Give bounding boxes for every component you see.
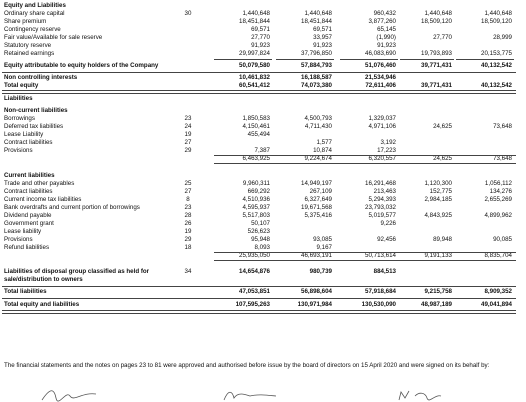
- value-cell: 17,223: [377, 147, 396, 154]
- table-row: [0, 212, 526, 220]
- value-cell: 90,085: [493, 236, 512, 243]
- table-row: [0, 34, 526, 42]
- value-cell: 4,510,936: [242, 196, 270, 203]
- note-ref: 26: [184, 220, 192, 227]
- note-ref: 25: [184, 180, 192, 187]
- row-label: Provisions: [4, 147, 33, 154]
- table-row: [0, 268, 526, 276]
- value-cell: 72,611,406: [365, 82, 396, 89]
- value-cell: 57,884,793: [301, 62, 332, 69]
- value-cell: 1,056,112: [484, 180, 512, 187]
- row-label: Dividend payable: [4, 212, 52, 219]
- row-label: Equity and Liabilities: [4, 2, 66, 9]
- table-row: [0, 228, 526, 236]
- value-cell: 74,073,380: [301, 82, 332, 89]
- note-ref: 19: [184, 228, 192, 235]
- rule: [2, 286, 516, 287]
- value-cell: 20,153,775: [481, 50, 512, 57]
- rule: [276, 59, 334, 60]
- value-cell: 8,093: [254, 244, 270, 251]
- row-label: Trade and other payables: [4, 180, 75, 187]
- value-cell: 9,224,674: [304, 155, 332, 162]
- value-cell: 93,085: [313, 236, 332, 243]
- value-cell: 1,440,648: [242, 10, 270, 17]
- value-cell: 5,375,416: [304, 212, 332, 219]
- row-label: Fair value/Available for sale reserve: [4, 34, 103, 41]
- table-row: [0, 220, 526, 228]
- value-cell: 10,874: [313, 147, 332, 154]
- value-cell: 21,534,946: [365, 74, 396, 81]
- rule: [400, 59, 454, 60]
- value-cell: 40,132,542: [481, 62, 512, 69]
- value-cell: 14,949,197: [301, 180, 332, 187]
- table-row: [0, 26, 526, 34]
- value-cell: 10,461,832: [239, 74, 270, 81]
- row-label: Contract liabilities: [4, 139, 53, 146]
- table-row: [0, 244, 526, 252]
- row-label: Bank overdrafts and current portion of borrowings: [4, 204, 140, 211]
- row-label: sale/distribution to owners: [4, 276, 83, 283]
- row-label: Contract liabilities: [4, 188, 53, 195]
- double-rule: [2, 90, 516, 94]
- value-cell: 2,984,185: [424, 196, 452, 203]
- table-row: [0, 180, 526, 188]
- note-ref: 24: [184, 123, 192, 130]
- note-ref: 28: [184, 212, 192, 219]
- value-cell: 8,835,704: [484, 252, 512, 259]
- value-cell: 107,595,263: [235, 301, 270, 308]
- note-ref: 19: [184, 131, 192, 138]
- note-ref: 29: [184, 147, 192, 154]
- value-cell: 1,850,583: [242, 115, 270, 122]
- table-row: [0, 62, 526, 70]
- row-label: Statutory reserve: [4, 42, 52, 49]
- value-cell: 56,898,604: [301, 288, 332, 295]
- note-ref: 34: [184, 268, 192, 275]
- value-cell: 5,019,577: [368, 212, 396, 219]
- table-row: [0, 95, 526, 103]
- value-cell: 89,948: [433, 236, 452, 243]
- rule: [214, 163, 516, 164]
- signature-1: [40, 386, 100, 402]
- table-row: [0, 115, 526, 123]
- table-row: [0, 107, 526, 115]
- value-cell: 3,192: [380, 139, 396, 146]
- value-cell: 152,775: [429, 188, 452, 195]
- rule: [2, 298, 516, 299]
- table-row: [0, 155, 526, 163]
- row-label: Refund liabilities: [4, 244, 50, 251]
- row-label: Retained earnings: [4, 50, 55, 57]
- value-cell: 669,292: [247, 188, 270, 195]
- table-row: [0, 301, 526, 309]
- signature-3: [395, 386, 445, 402]
- value-cell: 69,571: [251, 26, 270, 33]
- row-label: Share premium: [4, 18, 47, 25]
- note-ref: 23: [184, 204, 192, 211]
- table-row: [0, 42, 526, 50]
- value-cell: 39,771,431: [421, 82, 452, 89]
- row-label: Lease Liability: [4, 131, 44, 138]
- row-label: Current income tax liabilities: [4, 196, 82, 203]
- value-cell: 267,109: [309, 188, 332, 195]
- value-cell: 18,451,844: [239, 18, 270, 25]
- row-label: Lease liability: [4, 228, 42, 235]
- value-cell: 4,843,925: [424, 212, 452, 219]
- row-label: Non-current liabilities: [4, 107, 68, 114]
- signature-2: [220, 386, 280, 402]
- value-cell: 5,294,393: [368, 196, 396, 203]
- value-cell: 73,648: [493, 123, 512, 130]
- value-cell: 24,625: [433, 123, 452, 130]
- value-cell: 6,463,925: [242, 155, 270, 162]
- value-cell: 9,191,133: [424, 252, 452, 259]
- row-label: Ordinary share capital: [4, 10, 65, 17]
- value-cell: 4,971,106: [368, 123, 396, 130]
- rule: [214, 252, 516, 253]
- row-label: Contingency reserve: [4, 26, 61, 33]
- value-cell: 23,793,032: [365, 204, 396, 211]
- value-cell: 19,671,568: [301, 204, 332, 211]
- value-cell: 1,120,300: [424, 180, 452, 187]
- row-label: Total equity and liabilities: [4, 301, 80, 308]
- value-cell: 95,948: [251, 236, 270, 243]
- value-cell: 1,440,648: [424, 10, 452, 17]
- value-cell: 526,623: [247, 228, 270, 235]
- table-row: [0, 18, 526, 26]
- value-cell: 18,451,844: [301, 18, 332, 25]
- value-cell: 6,327,649: [304, 196, 332, 203]
- row-label: Total liabilities: [4, 288, 47, 295]
- value-cell: 6,320,557: [368, 155, 396, 162]
- note-ref: 23: [184, 115, 192, 122]
- value-cell: 4,711,430: [304, 123, 332, 130]
- value-cell: 25,935,050: [239, 252, 270, 259]
- value-cell: 29,997,824: [239, 50, 270, 57]
- note-ref: 27: [184, 188, 192, 195]
- value-cell: 37,796,850: [301, 50, 332, 57]
- row-label: Current liabilities: [4, 172, 55, 179]
- row-label: Liabilities of disposal group classified as held for: [4, 268, 150, 275]
- value-cell: 1,440,648: [484, 10, 512, 17]
- table-row: [0, 131, 526, 139]
- value-cell: 46,693,191: [301, 252, 332, 259]
- row-label: Liabilities: [4, 95, 33, 102]
- value-cell: 9,215,758: [424, 288, 452, 295]
- table-row: [0, 2, 526, 10]
- value-cell: 134,276: [489, 188, 512, 195]
- value-cell: 46,083,690: [365, 50, 396, 57]
- value-cell: 4,150,461: [242, 123, 270, 130]
- value-cell: 130,971,984: [297, 301, 332, 308]
- table-row: [0, 10, 526, 18]
- value-cell: 7,387: [254, 147, 270, 154]
- rule: [214, 260, 516, 261]
- rule: [214, 155, 516, 156]
- value-cell: 4,595,937: [242, 204, 270, 211]
- table-row: [0, 188, 526, 196]
- rule: [340, 59, 398, 60]
- row-label: Equity attributable to equity holders of the Company: [4, 62, 159, 69]
- double-rule: [2, 310, 516, 314]
- value-cell: 49,041,894: [481, 301, 512, 308]
- value-cell: 91,923: [313, 42, 332, 49]
- table-row: [0, 74, 526, 82]
- table-row: [0, 196, 526, 204]
- value-cell: 18,509,120: [421, 18, 452, 25]
- value-cell: 33,957: [313, 34, 332, 41]
- row-label: Provisions: [4, 236, 33, 243]
- value-cell: 5,517,803: [242, 212, 270, 219]
- note-ref: 27: [184, 139, 192, 146]
- value-cell: 27,770: [433, 34, 452, 41]
- value-cell: 1,440,648: [304, 10, 332, 17]
- value-cell: 47,053,851: [239, 288, 270, 295]
- value-cell: 69,571: [313, 26, 332, 33]
- table-row: [0, 276, 526, 284]
- value-cell: 57,918,684: [365, 288, 396, 295]
- table-row: [0, 123, 526, 131]
- value-cell: 50,107: [251, 220, 270, 227]
- value-cell: 16,188,587: [301, 74, 332, 81]
- value-cell: 28,999: [493, 34, 512, 41]
- value-cell: 4,500,793: [304, 115, 332, 122]
- value-cell: 40,132,542: [481, 82, 512, 89]
- value-cell: 73,648: [493, 155, 512, 162]
- row-label: Non controlling interests: [4, 74, 78, 81]
- row-label: Government grant: [4, 220, 54, 227]
- value-cell: 9,167: [316, 244, 332, 251]
- table-row: [0, 50, 526, 58]
- value-cell: 51,076,460: [365, 62, 396, 69]
- rule: [2, 72, 516, 73]
- table-row: [0, 204, 526, 212]
- value-cell: 16,291,468: [365, 180, 396, 187]
- value-cell: 92,456: [377, 236, 396, 243]
- value-cell: 39,771,431: [421, 62, 452, 69]
- value-cell: 91,923: [251, 42, 270, 49]
- table-row: [0, 252, 526, 260]
- value-cell: 960,432: [373, 10, 396, 17]
- value-cell: 24,625: [433, 155, 452, 162]
- approval-statement: The financial statements and the notes on pages 23 to 81 were approved and authorised before issue by the board of directors on 15 April 2020 and were signed on its behalf by:: [4, 362, 490, 369]
- value-cell: 18,509,120: [481, 18, 512, 25]
- value-cell: 2,655,269: [484, 196, 512, 203]
- value-cell: 48,987,189: [421, 301, 452, 308]
- value-cell: 60,541,412: [239, 82, 270, 89]
- note-ref: 18: [184, 244, 192, 251]
- value-cell: 213,463: [373, 188, 396, 195]
- value-cell: 19,793,893: [421, 50, 452, 57]
- value-cell: 9,226: [380, 220, 396, 227]
- row-label: Deferred tax liabilities: [4, 123, 64, 130]
- value-cell: 980,739: [309, 268, 332, 275]
- table-row: [0, 236, 526, 244]
- value-cell: 9,960,311: [242, 180, 270, 187]
- row-label: Total equity: [4, 82, 39, 89]
- rule: [456, 59, 514, 60]
- row-label: Borrowings: [4, 115, 35, 122]
- note-ref: 29: [184, 236, 192, 243]
- value-cell: 50,713,614: [365, 252, 396, 259]
- value-cell: 130,530,090: [361, 301, 396, 308]
- value-cell: 884,513: [373, 268, 396, 275]
- value-cell: (1,990): [376, 34, 396, 41]
- value-cell: 8,909,352: [484, 288, 512, 295]
- table-row: [0, 172, 526, 180]
- value-cell: 4,899,962: [484, 212, 512, 219]
- value-cell: 27,770: [251, 34, 270, 41]
- value-cell: 1,329,037: [368, 115, 396, 122]
- value-cell: 3,877,260: [368, 18, 396, 25]
- value-cell: 65,145: [377, 26, 396, 33]
- value-cell: 455,494: [247, 131, 270, 138]
- note-ref: 8: [186, 196, 190, 203]
- table-row: [0, 288, 526, 296]
- value-cell: 14,654,876: [239, 268, 270, 275]
- table-row: [0, 147, 526, 155]
- table-row: [0, 139, 526, 147]
- value-cell: 1,577: [316, 139, 332, 146]
- value-cell: 50,079,580: [239, 62, 270, 69]
- table-row: [0, 82, 526, 90]
- note-ref: 30: [184, 10, 192, 17]
- value-cell: 91,923: [377, 42, 396, 49]
- rule: [214, 59, 272, 60]
